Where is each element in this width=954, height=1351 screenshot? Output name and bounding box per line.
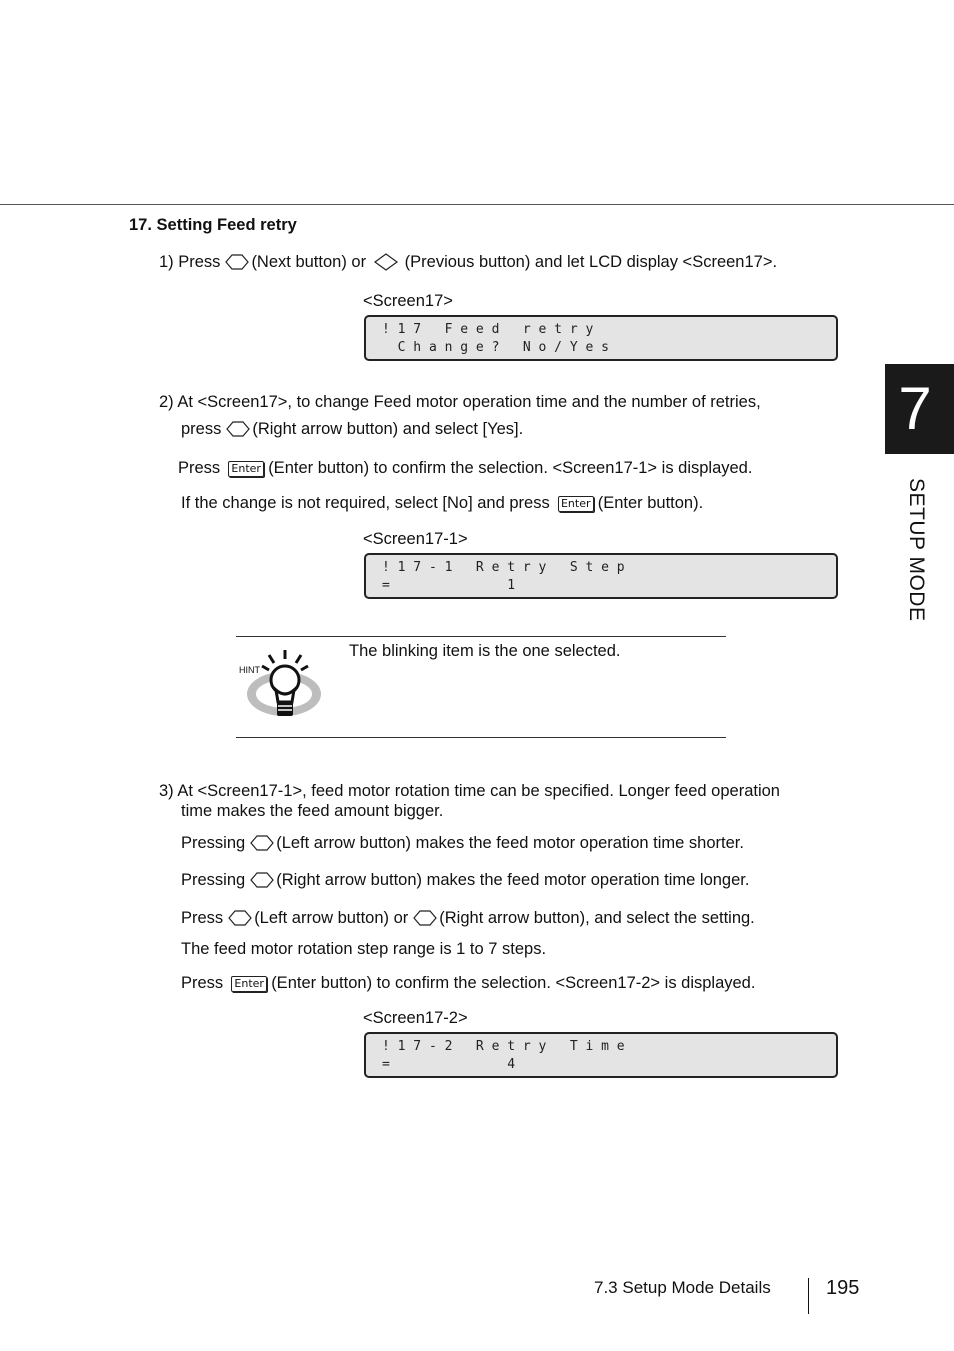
- step2-line4-b: (Enter button).: [597, 494, 704, 512]
- step3-line1: 3) At <Screen17-1>, feed motor rotation time can be specified. Longer feed operation: [159, 782, 780, 800]
- screen17-1-lcd: [364, 553, 838, 599]
- chapter-number: 7: [898, 375, 932, 442]
- left-arrow-button-icon: [250, 834, 274, 852]
- enter-key-icon: Enter: [231, 976, 267, 992]
- screen17-1-label: <Screen17-1>: [363, 530, 468, 548]
- step2-line2-a: press: [181, 420, 222, 438]
- step3-p3-a: Press: [181, 909, 224, 927]
- step3-pressing-left: [181, 833, 744, 853]
- step3-p2-a: Pressing: [181, 871, 246, 889]
- screen17-line2: C h a n g e ? N o / Y e s: [382, 340, 609, 355]
- screen17-1-line2: = 1: [382, 578, 516, 593]
- chapter-side-label: SETUP MODE: [905, 478, 928, 622]
- page-number: 195: [826, 1277, 860, 1299]
- step1-paragraph: [159, 252, 777, 272]
- step2-line4: [181, 493, 703, 513]
- step2-line1: 2) At <Screen17>, to change Feed motor operation time and the number of retries,: [159, 393, 761, 411]
- step1-text-c: (Previous button) and let LCD display <Screen17>.: [404, 253, 778, 271]
- step3-p3-b: (Left arrow button) or: [254, 909, 409, 927]
- section-title: 17. Setting Feed retry: [129, 216, 297, 234]
- step2-line2: [181, 419, 523, 439]
- hint-icon-label: HINT: [239, 665, 260, 675]
- step3-pressing-right: [181, 870, 749, 890]
- step3-range: The feed motor rotation step range is 1 to 7 steps.: [181, 940, 547, 958]
- previous-button-icon: [374, 253, 398, 271]
- step1-text-a: 1) Press: [159, 253, 221, 271]
- step2-line3-a: Press: [178, 459, 221, 477]
- step3-p1-b: (Left arrow button) makes the feed motor operation time shorter.: [276, 834, 744, 852]
- screen17-2-line1: ! 1 7 - 2 R e t r y T i m e: [382, 1039, 625, 1054]
- footer-section: 7.3 Setup Mode Details: [594, 1278, 771, 1297]
- step2-line3: [178, 458, 752, 478]
- right-arrow-button-icon: [226, 420, 250, 438]
- step3-p5-a: Press: [181, 974, 224, 992]
- screen17-label: <Screen17>: [363, 292, 453, 310]
- step1-text-b: (Next button) or: [251, 253, 367, 271]
- step3-confirm: [181, 973, 755, 993]
- left-arrow-button-icon: [228, 909, 252, 927]
- step3-p1-a: Pressing: [181, 834, 246, 852]
- screen17-line1: ! 1 7 F e e d r e t r y: [382, 322, 594, 337]
- screen17-2-lcd: [364, 1032, 838, 1078]
- step3-line2: time makes the feed amount bigger.: [181, 802, 444, 820]
- step3-p2-b: (Right arrow button) makes the feed motor operation time longer.: [276, 871, 750, 889]
- header-rule: [0, 204, 954, 205]
- step3-p5-b: (Enter button) to confirm the selection. <Screen17-2> is displayed.: [271, 974, 756, 992]
- step2-line2-b: (Right arrow button) and select [Yes].: [252, 420, 524, 438]
- screen17-1-line1: ! 1 7 - 1 R e t r y S t e p: [382, 560, 625, 575]
- hint-text: The blinking item is the one selected.: [349, 642, 621, 660]
- screen17-2-line2: = 4: [382, 1057, 516, 1072]
- enter-key-icon: Enter: [558, 496, 594, 512]
- right-arrow-button-icon: [250, 871, 274, 889]
- step3-p3-c: (Right arrow button), and select the setting.: [439, 909, 755, 927]
- chapter-tab: [885, 364, 954, 454]
- next-button-icon: [225, 253, 249, 271]
- right-arrow-button-icon: [413, 909, 437, 927]
- hint-bottom-rule: [236, 737, 726, 738]
- step3-select-setting: [181, 908, 755, 928]
- step2-line4-a: If the change is not required, select [No] and press: [181, 494, 550, 512]
- hint-top-rule: [236, 636, 726, 637]
- screen17-2-label: <Screen17-2>: [363, 1009, 468, 1027]
- footer-divider: [808, 1278, 809, 1314]
- hint-lightbulb-icon: [238, 646, 328, 726]
- step2-line3-b: (Enter button) to confirm the selection. <Screen17-1> is displayed.: [268, 459, 753, 477]
- screen17-lcd: [364, 315, 838, 361]
- enter-key-icon: Enter: [228, 461, 264, 477]
